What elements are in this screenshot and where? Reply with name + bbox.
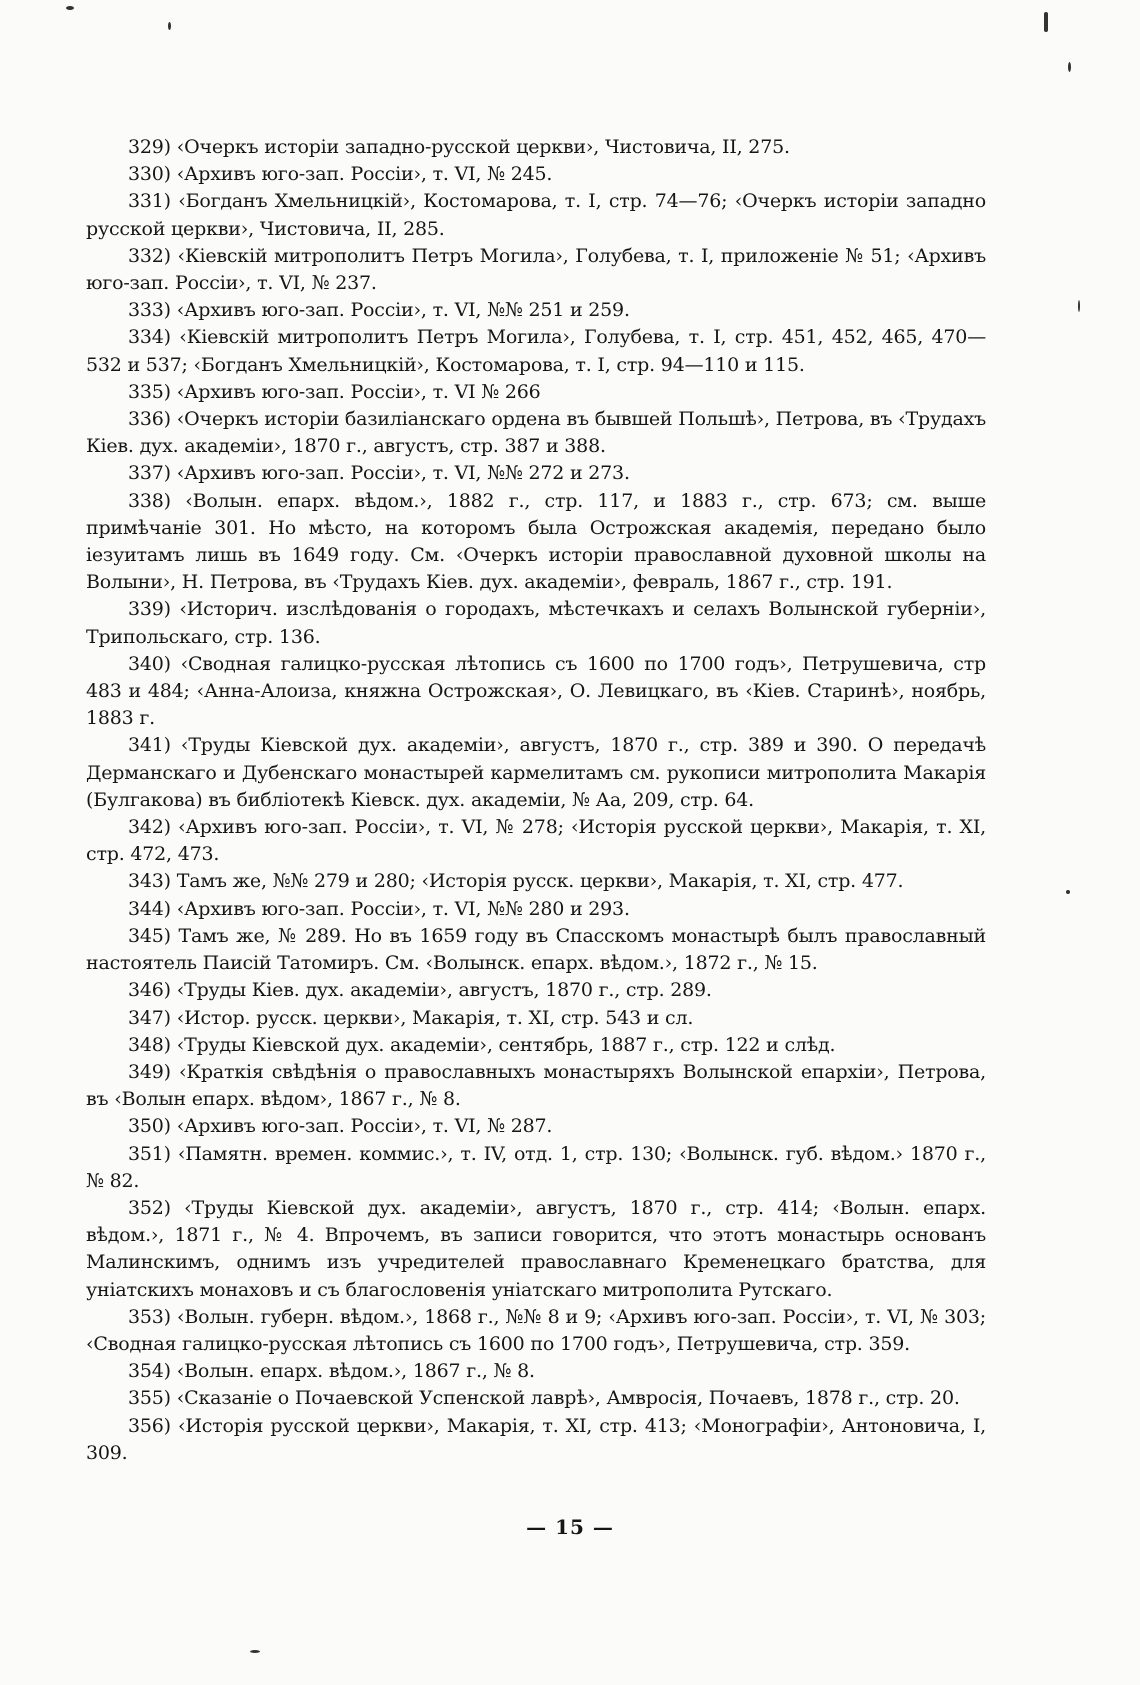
footnote: 347) ‹Истор. русск. церкви›, Макарія, т. XI, стр. 543 и сл.: [128, 1006, 694, 1029]
footnote: 351) ‹Памятн. времен. коммис.›, т. IV, отд. 1, стр. 130; ‹Волынск. губ. вѣдом.› 1870 г., № 82.: [86, 1142, 986, 1192]
footnote: 348) ‹Труды Кіевской дух. академіи›, сентябрь, 1887 г., стр. 122 и слѣд.: [128, 1033, 836, 1056]
footnote: 354) ‹Волын. епарх. вѣдом.›, 1867 г., № 8.: [128, 1360, 535, 1383]
scan-speck: [1078, 300, 1080, 312]
footnote: 344) ‹Архивъ юго-зап. Россіи›, т. VI, №№ 280 и 293.: [128, 897, 630, 920]
scan-speck: [168, 22, 171, 30]
footnote: 340) ‹Сводная галицко-русская лѣтопись съ 1600 по 1700 годъ›, Петрушевича, стр 483 и 484; ‹Анна-Алоиза, княжна Острожская›, О. Левицкаго, въ ‹Кіев. Старинѣ›, ноябрь, 1883 г.: [86, 652, 986, 730]
footnote: 355) ‹Сказаніе о Почаевской Успенской лаврѣ›, Амвросія, Почаевъ, 1878 г., стр. 20.: [128, 1387, 960, 1410]
footnote: 333) ‹Архивъ юго-зап. Россіи›, т. VI, №№ 251 и 259.: [128, 299, 630, 322]
footnote: 346) ‹Труды Кіев. дух. академіи›, августъ, 1870 г., стр. 289.: [128, 979, 712, 1002]
footnote: 339) ‹Историч. изслѣдованія о городахъ, мѣстечкахъ и селахъ Волынской губерніи›, Трипольскаго, стр. 136.: [86, 598, 986, 648]
footnote: 337) ‹Архивъ юго-зап. Россіи›, т. VI, №№ 272 и 273.: [128, 462, 630, 485]
footnote: 342) ‹Архивъ юго-зап. Россіи›, т. VI, № 278; ‹Исторія русской церкви›, Макарія, т. XI, стр. 472, 473.: [86, 816, 986, 866]
scan-speck: [1066, 890, 1070, 894]
scan-speck: [66, 6, 74, 10]
scan-speck: [1068, 62, 1071, 72]
footnote: 353) ‹Волын. губерн. вѣдом.›, 1868 г., №№ 8 и 9; ‹Архивъ юго-зап. Россіи›, т. VI, № 303; ‹Сводная галицко-русская лѣтопись съ 1600 по 1700 годъ›, Петрушевича, стр. 359.: [86, 1305, 986, 1355]
footnote: 329) ‹Очеркъ исторіи западно-русской церкви›, Чистовича, II, 275.: [128, 136, 790, 158]
footnote: 336) ‹Очеркъ исторіи базиліанскаго ордена въ бывшей Польшѣ›, Петрова, въ ‹Трудахъ Кіев. дух. академіи›, 1870 г., августъ, стр. 387 и 388.: [86, 408, 986, 458]
footnote: 356) ‹Исторія русской церкви›, Макарія, т. XI, стр. 413; ‹Монографіи›, Антоновича, I, 309.: [86, 1414, 986, 1464]
page-number: — 15 —: [526, 1515, 614, 1539]
footnote: 331) ‹Богданъ Хмельницкій›, Костомарова, т. I, стр. 74—76; ‹Очеркъ исторіи западно русской церкви›, Чистовича, II, 285.: [86, 190, 986, 240]
footnote: 338) ‹Волын. епарх. вѣдом.›, 1882 г., стр. 117, и 1883 г., стр. 673; см. выше примѣчаніе 301. Но мѣсто, на которомъ была Острожская академія, передано было іезуитамъ лишь въ 1649 году. См. ‹Очеркъ исторіи православной духовной школы на Волыни›, Н. Петрова, въ ‹Трудахъ Кіев. дух. академіи›, февраль, 1867 г., стр. 191.: [86, 489, 986, 594]
footnote: 330) ‹Архивъ юго-зап. Россіи›, т. VI, № 245.: [128, 163, 553, 186]
footnote: 345) Тамъ же, № 289. Но въ 1659 году въ Спасскомъ монастырѣ былъ православный настоятель Паисій Татомиръ. См. ‹Волынск. епарх. вѣдом.›, 1872 г., № 15.: [86, 924, 986, 975]
footnotes-list: [86, 134, 986, 1467]
footnote: 334) ‹Кіевскій митрополитъ Петръ Могила›, Голубева, т. I, стр. 451, 452, 465, 470—532 и 537; ‹Богданъ Хмельницкій›, Костомарова, т. I, стр. 94—110 и 115.: [86, 326, 986, 376]
footnote: 332) ‹Кіевскій митрополитъ Петръ Могила›, Голубева, т. I, приложеніе № 51; ‹Архивъ юго-зап. Россіи›, т. VI, № 237.: [86, 244, 986, 295]
footnote: 349) ‹Краткія свѣдѣнія о православныхъ монастыряхъ Волынской епархіи›, Петрова, въ ‹Волын епарх. вѣдом›, 1867 г., № 8.: [86, 1060, 986, 1111]
scan-speck: [250, 1650, 260, 1653]
footnote: 341) ‹Труды Кіевской дух. академіи›, августъ, 1870 г., стр. 389 и 390. О передачѣ Дерманскаго и Дубенскаго монастырей кармелитамъ см. рукописи митрополита Макарія (Булгакова) въ библіотекѣ Кіевск. дух. академіи, № Аа, 209, стр. 64.: [86, 734, 986, 811]
scan-speck: [1044, 12, 1048, 32]
footnote: 352) ‹Труды Кіевской дух. академіи›, августъ, 1870 г., стр. 414; ‹Волын. епарх. вѣдом.›, 1871 г., № 4. Впрочемъ, въ записи говорится, что этотъ монастырь основанъ Малинскимъ, однимъ изъ учредителей православнаго Кременецкаго братства, для уніатскихъ монаховъ и съ благословенія уніатскаго митрополита Рутскаго.: [86, 1196, 986, 1301]
footnote: 343) Тамъ же, №№ 279 и 280; ‹Исторія русск. церкви›, Макарія, т. XI, стр. 477.: [128, 870, 904, 893]
footnote: 335) ‹Архивъ юго-зап. Россіи›, т. VI № 266: [128, 380, 541, 403]
footnote: 350) ‹Архивъ юго-зап. Россіи›, т. VI, № 287.: [128, 1115, 553, 1138]
